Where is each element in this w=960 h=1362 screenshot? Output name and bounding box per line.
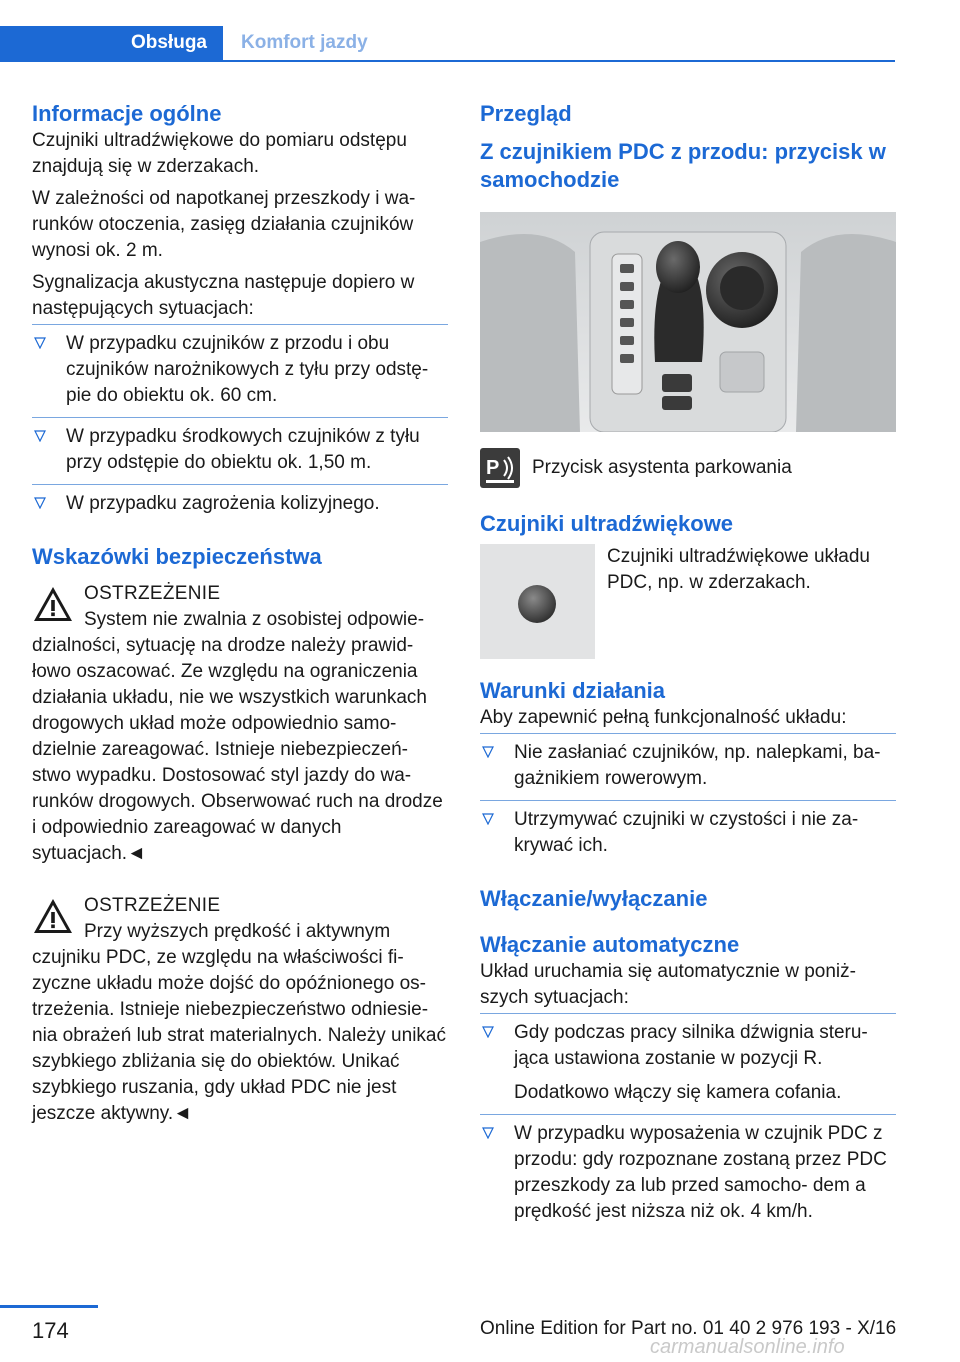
list-item: Nie zasłaniać czujników, np. nalepkami, ba‐ gażnikiem rowerowym.: [480, 733, 896, 800]
ultrasonic-sensor-photo: [480, 544, 595, 659]
list-item: W przypadku środkowych czujników z tyłu przy odstępie do obiektu ok. 1,50 m.: [32, 417, 448, 484]
heading-wlaczanie-wylaczanie: Włączanie/wyłączanie: [480, 886, 708, 911]
watermark: carmanualsonline.info: [650, 1336, 845, 1358]
conditions-bullet-list: [480, 733, 896, 867]
info-bullet-list: [32, 324, 448, 525]
tab-komfort-jazdy[interactable]: Komfort jazdy: [241, 32, 368, 53]
triangle-bullet-icon: [482, 1026, 494, 1038]
auto-bullet-extra: Dodatkowo włączy się kamera cofania.: [514, 1082, 842, 1103]
triangle-bullet-icon: [34, 430, 46, 442]
chapter-tabbar: [0, 0, 895, 62]
warning-triangle-icon: [32, 585, 74, 623]
parking-assistant-icon: [480, 448, 520, 488]
parking-button-caption: Przycisk asystenta parkowania: [532, 457, 792, 478]
sensor-description: Czujniki ultradźwiękowe układu PDC, np. w zderzakach.: [607, 546, 870, 593]
warning-title: OSTRZEŻENIE: [84, 895, 221, 916]
warning-title: OSTRZEŻENIE: [84, 583, 221, 604]
triangle-bullet-icon: [482, 1127, 494, 1139]
right-column: [480, 100, 896, 1233]
info-paragraph-3: Sygnalizacja akustyczna następuje dopiero w następujących sytuacjach:: [32, 272, 415, 319]
triangle-bullet-icon: [482, 746, 494, 758]
list-item: Utrzymywać czujniki w czystości i nie za‐ krywać ich.: [480, 800, 896, 867]
footer-rule: [0, 1305, 98, 1308]
triangle-bullet-icon: [482, 813, 494, 825]
heading-czujniki-ultradzwiekowe: Czujniki ultradźwiękowe: [480, 511, 734, 536]
triangle-bullet-icon: [34, 337, 46, 349]
heading-wskazowki-bezpieczenstwa: Wskazówki bezpieczeństwa: [32, 544, 322, 569]
list-item: W przypadku wyposażenia w czujnik PDC z przodu: gdy rozpoznane zostaną przez PDC przeszkody za lub przed samocho‐ dem a prędkość jest niższa niż ok. 4 km/h.: [480, 1114, 896, 1233]
header-rule: [0, 60, 895, 62]
heading-warunki-dzialania: Warunki działania: [480, 678, 666, 703]
heading-wlaczanie-automatyczne: Włączanie automatyczne: [480, 932, 740, 957]
warning-text: System nie zwalnia z osobistej odpowie‐ dzialności, sytuację na drodze należy prawid‐ łowo oszacować. Ze względu na ograniczenia działania układu, nie we wszystkich warunkach drogowych układ może odpowiednio samo‐ dzielnie zareagować. Istnieje niebezpieczeń‐ stwo wypadku. Dostosować styl jazdy do wa‐ runków drogowych. Obserwować ruch na drodze i odpowiednio zareagować w danych sytuacjach.◄: [32, 609, 443, 864]
svg-text:P: P: [486, 457, 500, 479]
auto-bullet-list: [480, 1013, 896, 1233]
triangle-bullet-icon: [34, 497, 46, 509]
list-item: Gdy podczas pracy silnika dźwignia steru‐ jąca ustawiona zostanie w pozycji R. Dodatkowo włączy się kamera cofania.: [480, 1013, 896, 1114]
sensor-block: [480, 544, 896, 659]
page-number: 174: [32, 1318, 69, 1343]
center-console-photo: [480, 212, 896, 432]
left-column: [32, 100, 448, 1127]
list-item: W przypadku zagrożenia kolizyjnego.: [32, 484, 448, 525]
edition-info: Online Edition for Part no. 01 40 2 976 193 - X/16: [480, 1318, 897, 1339]
info-paragraph-2: W zależności od napotkanej przeszkody i wa‐ runków otoczenia, zasięg działania czujników wynosi ok. 2 m.: [32, 188, 416, 261]
warning-triangle-icon: [32, 897, 74, 935]
list-item: W przypadku czujników z przodu i obu czujników narożnikowych z tyłu przy odstę‐ pie do obiektu ok. 60 cm.: [32, 324, 448, 417]
warning-text: Przy wyższych prędkość i aktywnym czujniku PDC, ze względu na właściwości fi‐ zyczne układu może dojść do opóźnionego os‐ trzeżenia. Istnieje niebezpieczeństwo odniesie‐ nia obrażeń lub strat materialnych. Należy unikać szybkiego zbliżania się do obiektów. Unikać szybkiego ruszania, gdy układ PDC nie jest jeszcze aktywny.◄: [32, 921, 446, 1124]
heading-informacje-ogolne: Informacje ogólne: [32, 101, 222, 126]
conditions-intro: Aby zapewnić pełną funkcjonalność układu:: [480, 707, 847, 728]
warning-block-1: [32, 577, 448, 867]
info-paragraph-1: Czujniki ultradźwiękowe do pomiaru odstępu znajdują się w zderzakach.: [32, 130, 407, 177]
warning-block-2: [32, 889, 448, 1127]
heading-pdc-button: Z czujnikiem PDC z przodu: przycisk w samochodzie: [480, 139, 886, 192]
auto-intro: Układ uruchamia się automatycznie w poniż‐ szych sytuacjach:: [480, 961, 856, 1008]
tab-obsluga[interactable]: Obsługa: [0, 26, 223, 60]
heading-przeglad: Przegląd: [480, 101, 572, 126]
parking-button-row: [480, 448, 896, 488]
